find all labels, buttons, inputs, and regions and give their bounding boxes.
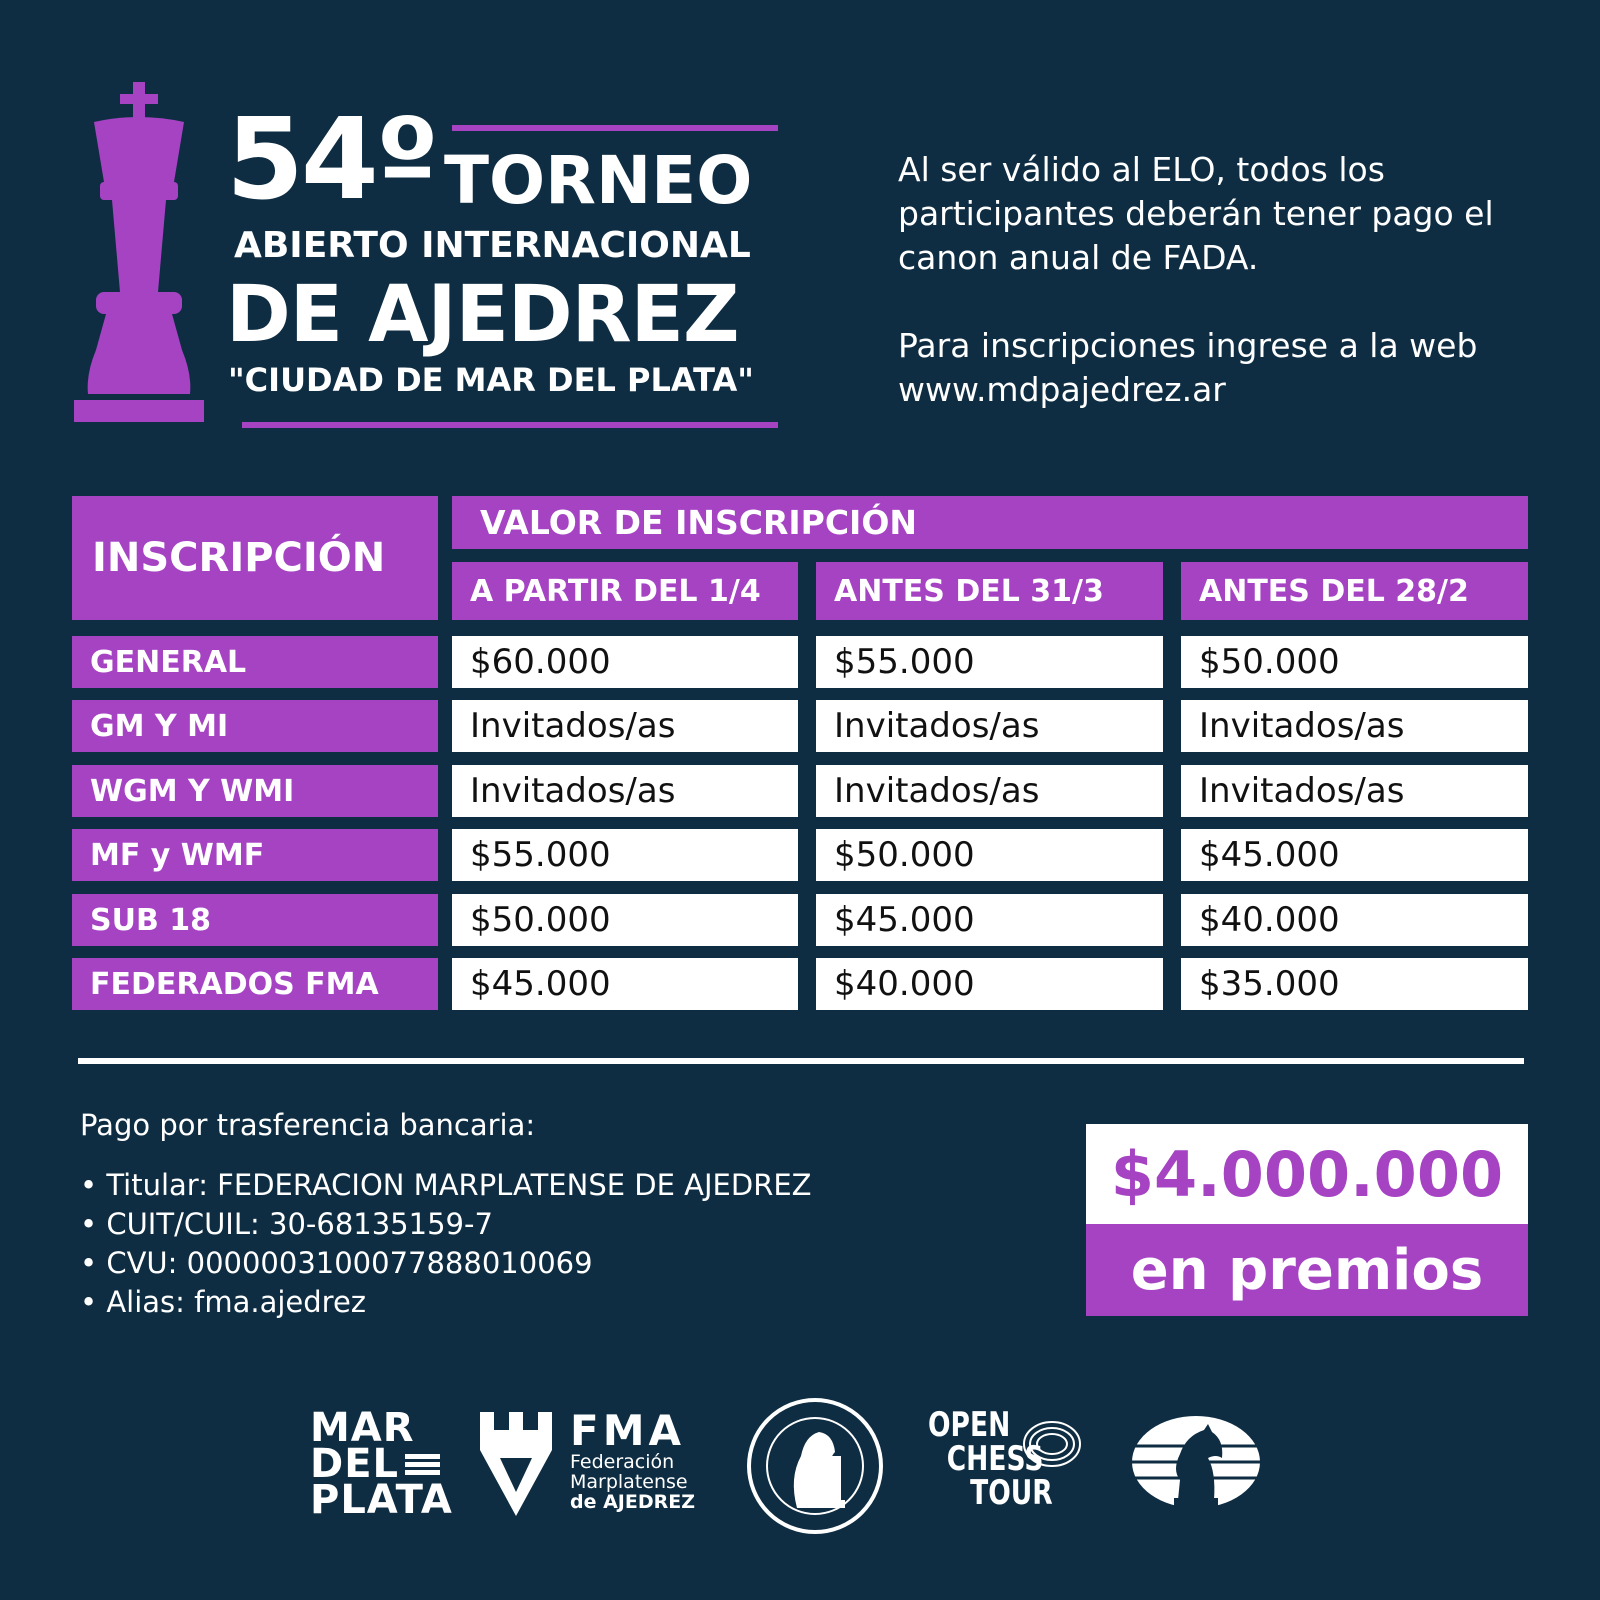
column-header: ANTES DEL 31/3 <box>816 562 1163 620</box>
inscripcion-header: INSCRIPCIÓN <box>72 496 438 620</box>
price-cell: Invitados/as <box>1181 765 1528 817</box>
price-cell: $40.000 <box>1181 894 1528 946</box>
title-top-bar <box>452 125 778 131</box>
payment-title: Pago por trasferencia bancaria: <box>80 1108 536 1142</box>
row-label: MF y WMF <box>72 829 438 881</box>
price-cell: $35.000 <box>1181 958 1528 1010</box>
price-cell: Invitados/as <box>816 700 1163 752</box>
row-label: GENERAL <box>72 636 438 688</box>
title-bottom-bar <box>242 422 778 428</box>
open-chess-tour-logo: OPEN CHESS TOUR <box>928 1408 1088 1520</box>
swirl-icon <box>1020 1412 1084 1476</box>
row-label: GM Y MI <box>72 700 438 752</box>
mdp-stripes <box>405 1451 440 1478</box>
title-abierto: ABIERTO INTERNACIONAL <box>234 225 751 266</box>
prize-amount: $4.000.000 <box>1086 1124 1528 1224</box>
price-cell: Invitados/as <box>816 765 1163 817</box>
row-label: WGM Y WMI <box>72 765 438 817</box>
edition-number: 54º <box>226 95 437 225</box>
price-cell: $50.000 <box>1181 636 1528 688</box>
price-cell: Invitados/as <box>1181 700 1528 752</box>
fma-logo-title: FMA <box>570 1406 685 1455</box>
price-cell: Invitados/as <box>452 765 798 817</box>
column-header: A PARTIR DEL 1/4 <box>452 562 798 620</box>
title-ciudad: "CIUDAD DE MAR DEL PLATA" <box>228 361 754 399</box>
fide-logo-icon <box>1128 1410 1264 1516</box>
price-cell: $50.000 <box>452 894 798 946</box>
chess-king-icon <box>70 82 208 432</box>
price-cell: $45.000 <box>816 894 1163 946</box>
price-cell: $45.000 <box>452 958 798 1010</box>
price-cell: $55.000 <box>452 829 798 881</box>
price-cell: $50.000 <box>816 829 1163 881</box>
section-divider <box>78 1058 1524 1064</box>
row-label: FEDERADOS FMA <box>72 958 438 1010</box>
prize-label: en premios <box>1086 1224 1528 1316</box>
price-cell: $55.000 <box>816 636 1163 688</box>
payment-holder: • Titular: FEDERACION MARPLATENSE DE AJEDREZ <box>80 1168 812 1202</box>
fma-logo-subtitle: Federación Marplatense de AJEDREZ <box>570 1451 696 1513</box>
fada-seal-icon <box>745 1396 885 1536</box>
info-block <box>898 148 1538 412</box>
row-label: SUB 18 <box>72 894 438 946</box>
title-de-ajedrez: DE AJEDREZ <box>226 270 739 360</box>
elo-notice: Al ser válido al ELO, todos los participantes deberán tener pago el canon anual de FADA. <box>898 150 1494 277</box>
payment-details <box>80 1166 812 1322</box>
price-cell: $40.000 <box>816 958 1163 1010</box>
payment-alias: • Alias: fma.ajedrez <box>80 1285 367 1319</box>
fma-rook-icon <box>480 1412 552 1516</box>
fide-logo-text: FIDE <box>1178 1502 1214 1516</box>
price-cell: $45.000 <box>1181 829 1528 881</box>
price-cell: Invitados/as <box>452 700 798 752</box>
price-cell: $60.000 <box>452 636 798 688</box>
payment-cuit: • CUIT/CUIL: 30-68135159-7 <box>80 1207 493 1241</box>
column-header: ANTES DEL 28/2 <box>1181 562 1528 620</box>
payment-cvu: • CVU: 0000003100077888010069 <box>80 1246 593 1280</box>
web-notice: Para inscripciones ingrese a la web www.mdpajedrez.ar <box>898 326 1478 409</box>
title-torneo: TORNEO <box>444 142 753 219</box>
mar-del-plata-logo: MAR DEL PLATA <box>310 1405 453 1523</box>
valor-header: VALOR DE INSCRIPCIÓN <box>452 496 1528 549</box>
